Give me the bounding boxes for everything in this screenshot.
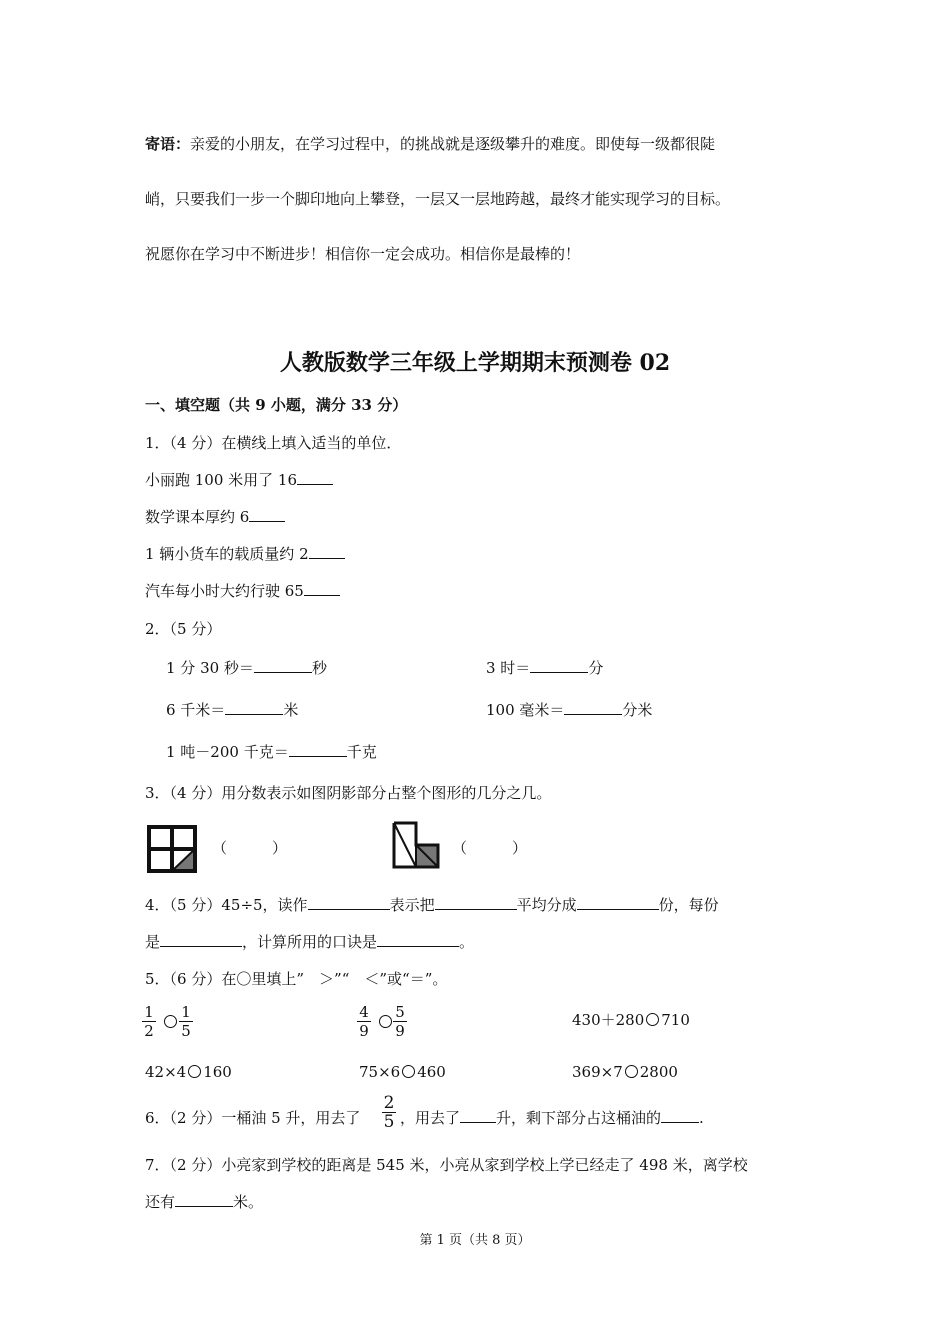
- compare-circle[interactable]: [402, 1065, 415, 1078]
- page-footer: 第 1 页（共 8 页）: [419, 1233, 531, 1248]
- answer-blank[interactable]: [309, 544, 345, 559]
- q2-item-a: 1 分 30 秒＝ 秒: [166, 659, 327, 677]
- compare-circle[interactable]: [188, 1065, 201, 1078]
- stepped-fraction-figure: [392, 821, 440, 869]
- answer-blank[interactable]: [297, 470, 333, 485]
- q6-part-b: ，用去了 升，剩下部分占这桶油的 .: [400, 1109, 704, 1127]
- page-title: 人教版数学三年级上学期期末预测卷 02: [279, 350, 671, 376]
- answer-blank[interactable]: [304, 581, 340, 596]
- q1-head: 1．（4 分）在横线上填入适当的单位．: [145, 434, 402, 452]
- q2-item-c: 6 千米＝ 米: [166, 701, 299, 719]
- motto-label: 寄语：: [145, 135, 191, 153]
- q7-line-2: 还有 米。: [145, 1193, 264, 1211]
- compare-circle[interactable]: [625, 1065, 638, 1078]
- q7-line-1: 7．（2 分）小亮家到学校的距离是 545 米，小亮从家到学校上学已经走了 498 米，离学校: [145, 1156, 748, 1174]
- q2-item-d: 100 毫米＝ 分米: [486, 701, 653, 719]
- answer-blank[interactable]: [254, 658, 312, 673]
- q5-expr-5: 75×6 460: [359, 1063, 446, 1081]
- q3-answer-paren-1[interactable]: （ ）: [212, 839, 288, 857]
- q1-item-b: 数学课本厚约 6: [145, 506, 285, 527]
- section-heading: 一、填空题（共 9 小题，满分 33 分）: [145, 396, 408, 414]
- q4-line-2: 是 ，计算所用的口诀是 。: [145, 933, 475, 951]
- answer-blank[interactable]: [160, 932, 242, 947]
- answer-blank[interactable]: [661, 1108, 699, 1123]
- answer-blank[interactable]: [308, 895, 390, 910]
- compare-circle[interactable]: [379, 1015, 392, 1028]
- answer-blank[interactable]: [175, 1192, 233, 1207]
- answer-blank[interactable]: [564, 700, 622, 715]
- q4-line-1: 4．（5 分）45÷5，读作 表示把 平均分成 份，每份: [145, 896, 719, 914]
- answer-blank[interactable]: [577, 895, 659, 910]
- answer-blank[interactable]: [377, 932, 459, 947]
- compare-circle[interactable]: [646, 1013, 659, 1026]
- q6-part-a: 6．（2 分）一桶油 5 升，用去了: [145, 1109, 361, 1127]
- q5-expr-3: 430＋280 710: [572, 1011, 690, 1029]
- q3-head: 3．（4 分）用分数表示如图阴影部分占整个图形的几分之几。: [145, 784, 552, 802]
- answer-blank[interactable]: [460, 1108, 496, 1123]
- motto-line-1: 寄语：亲爱的小朋友，在学习过程中，的挑战就是逐级攀升的难度。即使每一级都很陡: [145, 135, 716, 153]
- q2-item-b: 3 时＝ 分: [486, 659, 604, 677]
- fraction-1-5: 1 5: [179, 1003, 193, 1040]
- answer-blank[interactable]: [289, 742, 347, 757]
- q2-item-e: 1 吨－200 千克＝ 千克: [166, 743, 377, 761]
- fraction-4-9: 4 9: [357, 1003, 371, 1040]
- fraction-1-2: 1 2: [142, 1003, 156, 1040]
- q5-expr-6: 369×7 2800: [572, 1063, 678, 1081]
- square-fraction-figure: [147, 825, 197, 873]
- answer-blank[interactable]: [530, 658, 588, 673]
- q1-item-d: 汽车每小时大约行驶 65: [145, 580, 340, 601]
- motto-line-3: 祝愿你在学习中不断进步！相信你一定会成功。相信你是最棒的！: [145, 245, 581, 263]
- q5-head: 5．（6 分）在〇里填上” ＞”“ ＜”或“＝”。: [145, 970, 448, 988]
- q5-expr-4: 42×4 160: [145, 1063, 232, 1081]
- q1-item-a: 小丽跑 100 米用了 16: [145, 469, 333, 490]
- fraction-5-9: 5 9: [393, 1003, 407, 1040]
- q3-answer-paren-2[interactable]: （ ）: [452, 839, 528, 857]
- compare-circle[interactable]: [164, 1015, 177, 1028]
- q2-head: 2．（5 分）: [145, 620, 222, 638]
- answer-blank[interactable]: [435, 895, 517, 910]
- q1-item-c: 1 辆小货车的载质量约 2: [145, 543, 345, 564]
- motto-line-2: 峭，只要我们一步一个脚印地向上攀登，一层又一层地跨越，最终才能实现学习的目标。: [145, 190, 731, 208]
- fraction-2-5: 2 5: [383, 1093, 395, 1132]
- answer-blank[interactable]: [225, 700, 283, 715]
- answer-blank[interactable]: [249, 507, 285, 522]
